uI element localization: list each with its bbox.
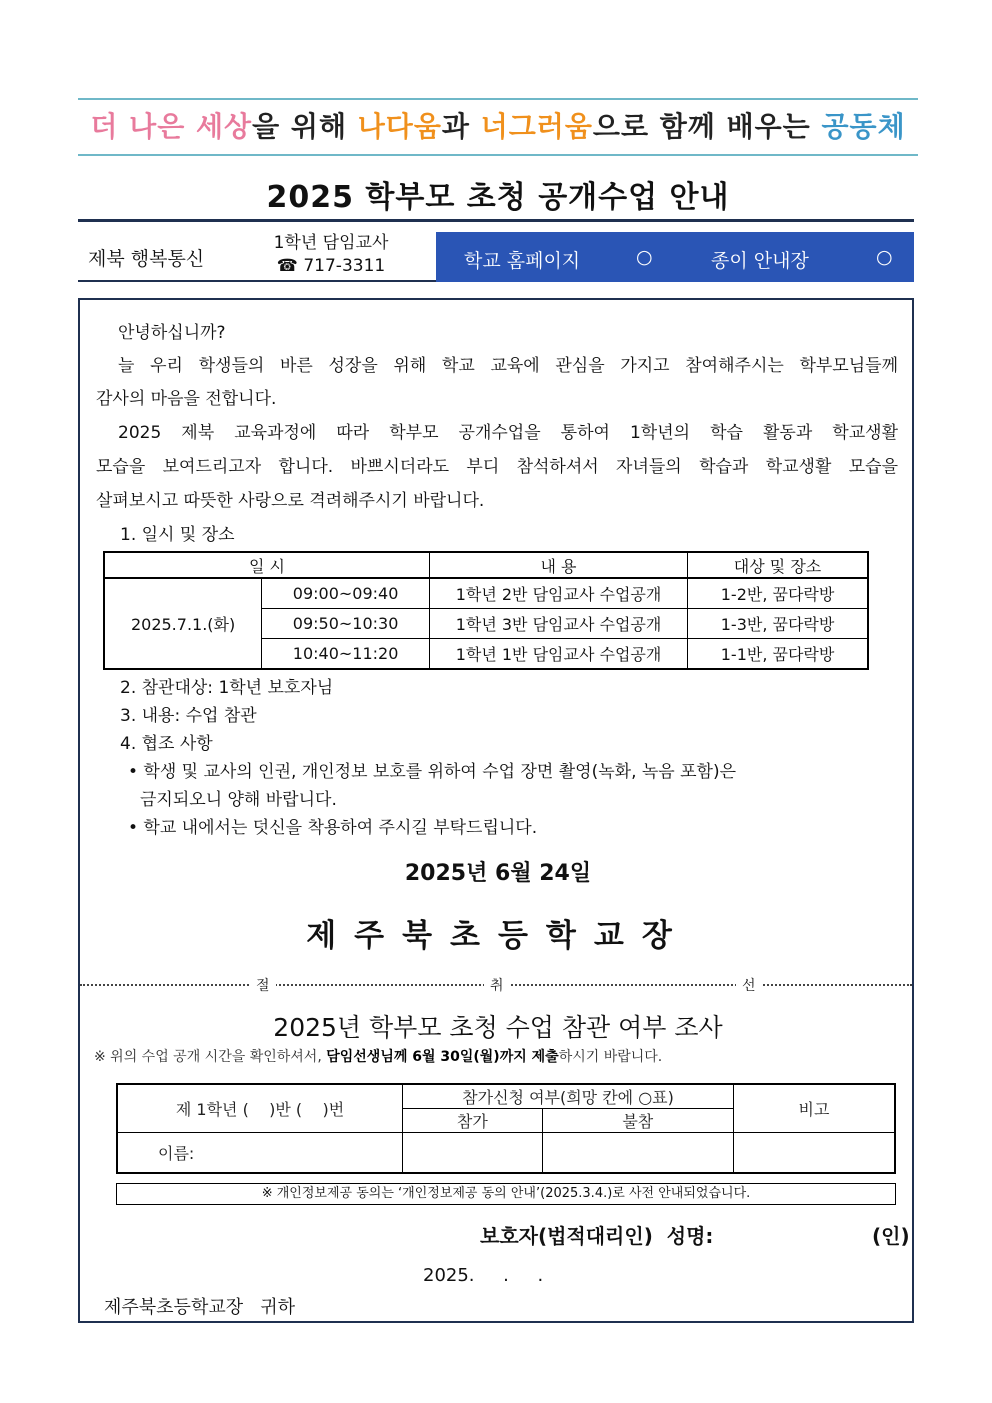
bullet-line: 금지되오니 양해 바랍니다. [140,790,337,810]
slogan-top-rule [78,98,918,100]
remark-header: 비고 [733,1084,895,1133]
item-cooperation: 4. 협조 사항 [120,734,213,754]
paragraph-line: 살펴보시고 따뜻한 사랑으로 격려해주시기 바랍니다. [96,491,485,511]
title-rule [78,219,914,222]
survey-title: 2025년 학부모 초청 수업 참관 여부 조사 [273,1013,723,1042]
paper-circle-icon: ○ [876,246,893,268]
class-number-cell: 제 1학년 ( )반 ( )번 [117,1084,403,1133]
slogan-part: 공동체 [821,110,906,143]
header-datetime: 일 시 [104,552,429,578]
paragraph-line: 모습을 보여드리고자 합니다. 바쁘시더라도 부디 참석하셔서 자녀들의 학습과 학교생활 모습을 [96,457,898,477]
section-heading: 1. 일시 및 장소 [120,525,235,545]
note-suffix: 하시기 바랍니다. [558,1049,663,1065]
guardian-signature-label: 보호자(법적대리인) 성명: [480,1224,714,1248]
absent-header: 불참 [542,1109,733,1133]
header-content: 내 용 [429,552,687,578]
paper-label: 종이 안내장 [711,250,809,272]
slogan-part: 더 나은 세상 [90,110,253,143]
schedule-time: 09:50~10:30 [262,609,430,639]
schedule-table [103,551,869,670]
survey-note [94,1046,662,1066]
schedule-place: 1-2반, 꿈다락방 [688,578,868,609]
note-prefix: ※ 위의 수업 공개 시간을 확인하셔서, [94,1049,327,1065]
note-deadline: 담임선생님께 6월 30일(월)까지 제출 [326,1049,559,1065]
info-bar [78,230,914,282]
schedule-content: 1학년 1반 담임교사 수업공개 [429,639,687,670]
slogan-part: 과 [441,110,481,143]
table-row [117,1084,895,1109]
seal-mark: (인) [872,1224,910,1248]
survey-table [116,1083,896,1174]
newsletter-name: 제북 행복통신 [88,248,205,270]
table-row [104,578,868,609]
cut-label: 취 [484,975,510,995]
bullet-line: • 학생 및 교사의 인권, 개인정보 보호를 위하여 수업 장면 촬영(녹화, 녹음 포함)은 [128,762,737,782]
slogan-part: 으로 함께 배우는 [592,110,822,143]
privacy-note: ※ 개인정보제공 동의는 ‘개인정보제공 동의 안내’(2025.3.4.)로 사전 안내되었습니다. [116,1183,896,1205]
paragraph-line: 감사의 마음을 전합니다. [96,389,277,409]
header-place: 대상 및 장소 [688,552,868,578]
paragraph-line: 늘 우리 학생들의 바른 성장을 위해 학교 교육에 관심을 가지고 참여해주시는 학부모님들께 [118,356,898,376]
item-content: 3. 내용: 수업 참관 [120,706,257,726]
cut-label: 선 [736,975,762,995]
greeting: 안녕하십니까? [118,323,226,343]
schedule-date: 2025.7.1.(화) [104,578,262,669]
principal-title: 제주북초등학교장 [306,918,690,954]
paragraph-line: 2025 제북 교육과정에 따라 학부모 공개수업을 통하여 1학년의 학습 활동과 학교생활 [118,423,898,443]
issue-date: 2025년 6월 24일 [404,861,592,886]
apply-header: 참가신청 여부(희망 칸에 ○표) [403,1084,734,1109]
item-audience: 2. 참관대상: 1학년 보호자님 [120,678,334,698]
schedule-time: 10:40~11:20 [262,639,430,670]
slogan-part: 나다움 [357,110,442,143]
schedule-place: 1-1반, 꿈다락방 [688,639,868,670]
info-bar-rule [78,280,436,282]
slogan-bottom-rule [78,154,918,156]
distribution-box [436,232,914,282]
page-title: 2025 학부모 초청 공개수업 안내 [266,180,730,215]
schedule-content: 1학년 3반 담임교사 수업공개 [429,609,687,639]
attend-header: 참가 [403,1109,543,1133]
name-label: 이름: [117,1133,403,1173]
submission-date: 2025. . . [423,1265,544,1286]
teacher-phone: ☎ 717-3311 [276,256,386,276]
table-header-row [104,552,868,578]
teacher-role: 1학년 담임교사 [273,233,389,253]
bullet-line: • 학교 내에서는 덧신을 착용하여 주시길 부탁드립니다. [128,818,538,838]
schedule-content: 1학년 2반 담임교사 수업공개 [429,578,687,609]
homepage-circle-icon: ○ [636,246,653,268]
slogan-part: 을 위해 [252,110,358,143]
table-row [117,1133,895,1173]
cut-label: 절 [250,975,276,995]
attend-checkbox[interactable] [403,1133,543,1173]
homepage-label: 학교 홈페이지 [464,250,581,272]
slogan-part: 너그러움 [480,110,593,143]
addressee: 제주북초등학교장 귀하 [104,1297,296,1318]
schedule-place: 1-3반, 꿈다락방 [688,609,868,639]
remark-field[interactable] [733,1133,895,1173]
teacher-contact [266,232,396,278]
schedule-time: 09:00~09:40 [262,578,430,609]
absent-checkbox[interactable] [542,1133,733,1173]
notice-items [120,674,880,842]
slogan [78,103,918,151]
